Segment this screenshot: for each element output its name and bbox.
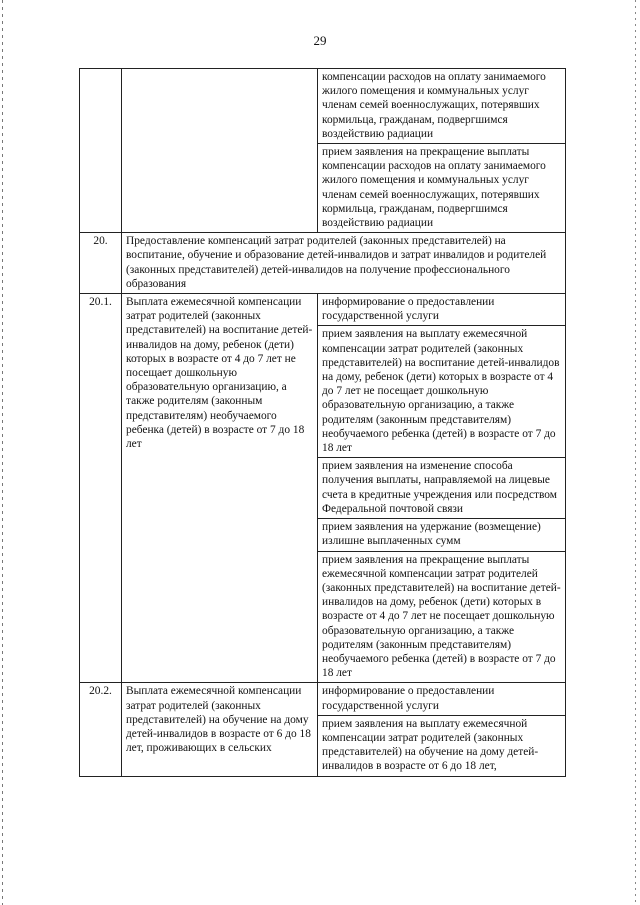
service-title-cell — [122, 69, 318, 233]
service-title-cell: Выплата ежемесячной компенсации затрат родителей (законных представителей) на обучение на дому детей-инвалидов в возрасте от 6 до 18 лет, проживающих в сельских — [122, 683, 318, 776]
sub-service-cell: прием заявления на прекращение выплаты ежемесячной компенсации затрат родителей (законных представителей) на воспитание детей-инвалидов на дому, ребенок (дети) которых в возрасте от 4 до 7 лет не посещает дошкольную образовательную организацию, а также родителям (законным представителям) необучаемого ребенка (детей) в возрасте от 7 до 18 лет — [318, 551, 566, 683]
section-row — [80, 233, 566, 294]
sub-service-cell: прием заявления на выплату ежемесячной компенсации затрат родителей (законных представителей) на воспитание детей-инвалидов на дому, ребенок (дети) которых в возрасте от 4 до 7 лет не посещает дошкольную образовательную организацию, а также родителям (законным представителям) необучаемого ребенка (детей) в возрасте от 7 до 18 лет — [318, 326, 566, 458]
sub-service-cell: прием заявления на выплату ежемесячной компенсации затрат родителей (законных представителей) на обучение на дому детей-инвалидов в возрасте от 6 до 18 лет, — [318, 715, 566, 776]
table-row — [80, 294, 566, 326]
row-number-cell: 20. — [80, 233, 122, 294]
sub-service-cell: прием заявления на изменение способа получения выплаты, направляемой на лицевые счета в кредитные учреждения или посредством Федеральной почтовой связи — [318, 458, 566, 519]
service-title-cell: Выплата ежемесячной компенсации затрат родителей (законных представителей) на воспитание детей-инвалидов на дому, ребенок (дети) которых в возрасте от 4 до 7 лет не посещает дошкольную образовательную организацию, а также родителям (законным представителям) необучаемого ребенка (детей) в возрасте от 7 до 18 лет — [122, 294, 318, 683]
row-number-cell: 20.1. — [80, 294, 122, 683]
row-number-cell — [80, 69, 122, 233]
scan-edge-right — [635, 0, 636, 905]
sub-service-cell: информирование о предоставлении государственной услуги — [318, 294, 566, 326]
table-row — [80, 69, 566, 144]
sub-service-cell: прием заявления на прекращение выплаты компенсации расходов на оплату занимаемого жилого помещения и коммунальных услуг членам семей военнослужащих, потерявших кормильца, гражданам, подвергшимся воздействию радиации — [318, 144, 566, 233]
sub-service-cell: информирование о предоставлении государственной услуги — [318, 683, 566, 715]
scan-edge-left — [2, 0, 3, 905]
page-number: 29 — [313, 33, 327, 48]
sub-service-cell: компенсации расходов на оплату занимаемого жилого помещения и коммунальных услуг членам семей военнослужащих, потерявших кормильца, гражданам, подвергшимся воздействию радиации — [318, 69, 566, 144]
table-row — [80, 683, 566, 715]
sub-service-cell: прием заявления на удержание (возмещение) излишне выплаченных сумм — [318, 519, 566, 551]
services-table — [79, 68, 566, 777]
section-title-cell: Предоставление компенсаций затрат родителей (законных представителей) на воспитание, обучение и образование детей-инвалидов и затрат инвалидов и родителей (законных представителей) детей-инвалидов на получение профессионального образования — [122, 233, 566, 294]
row-number-cell: 20.2. — [80, 683, 122, 776]
